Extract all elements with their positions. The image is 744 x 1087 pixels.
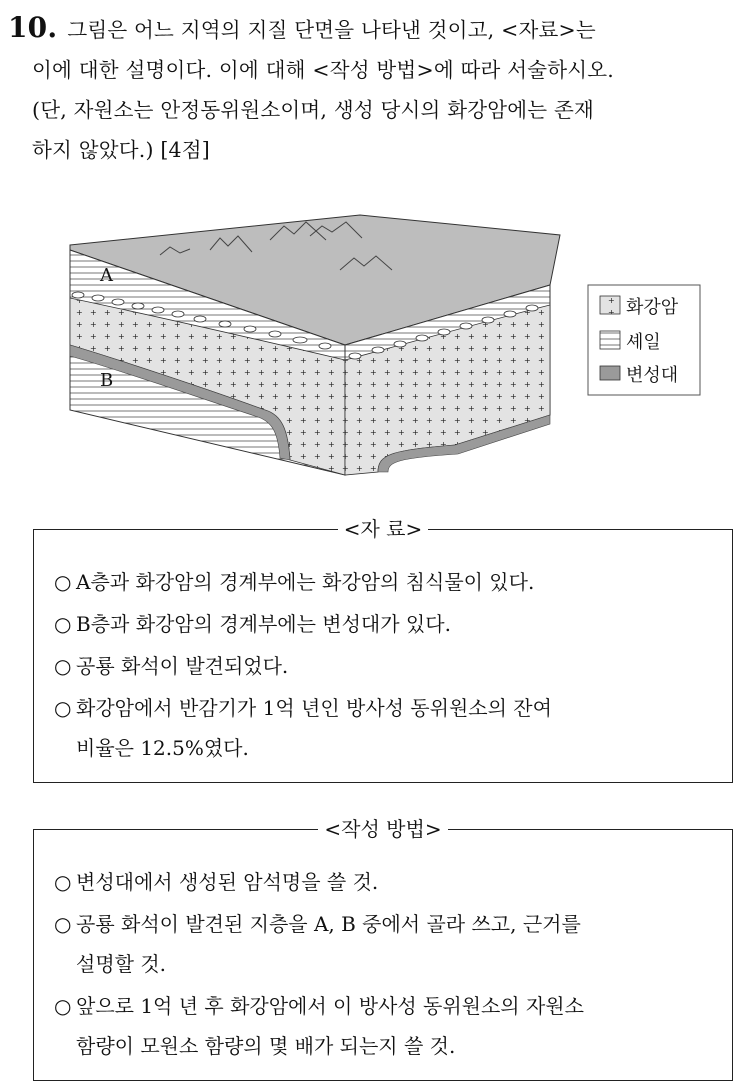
question-line-1: 그림은 어느 지역의 지질 단면을 나타낸 것이고, <자료>는 xyxy=(67,18,596,42)
data-item-3: ○ 공룡 화석이 발견되었다. xyxy=(54,654,289,678)
method-item-2-continued: 설명할 것. xyxy=(76,952,166,976)
question-number: 10. xyxy=(8,11,58,44)
legend-label-metamorphic: 변성대 xyxy=(626,365,679,386)
question-line-2: 이에 대한 설명이다. 이에 대해 <작성 방법>에 따라 서술하시오. xyxy=(32,58,614,82)
data-box xyxy=(33,517,733,783)
label-layer-a: A xyxy=(100,265,113,286)
data-item-4: ○ 화강암에서 반감기가 1억 년인 방사성 동위원소의 잔여 xyxy=(54,696,552,720)
legend-granite-swatch xyxy=(600,296,620,314)
method-box-items xyxy=(54,864,716,1064)
method-item-3-continued: 함량이 모원소 함량의 몇 배가 되는지 쓸 것. xyxy=(76,1034,456,1058)
method-box-title: <작성 방법> xyxy=(318,817,447,841)
geologic-cross-section-figure xyxy=(60,210,710,490)
method-item-1: ○ 변성대에서 생성된 암석명을 쓸 것. xyxy=(54,870,379,894)
data-item-1: ○ A층과 화강암의 경계부에는 화강암의 침식물이 있다. xyxy=(54,570,535,594)
question-text xyxy=(8,8,738,170)
question-line-4: 하지 않았다.) [4점] xyxy=(32,138,211,162)
legend-metamorphic-swatch xyxy=(600,366,620,380)
method-item-2: ○ 공룡 화석이 발견된 지층을 A, B 중에서 골라 쓰고, 근거를 xyxy=(54,912,581,936)
data-box-title: <자 료> xyxy=(338,517,429,541)
legend-shale-swatch xyxy=(600,331,620,349)
data-item-4-continued: 비율은 12.5%였다. xyxy=(76,736,249,760)
data-item-2: ○ B층과 화강암의 경계부에는 변성대가 있다. xyxy=(54,612,451,636)
method-item-3: ○ 앞으로 1억 년 후 화강암에서 이 방사성 동위원소의 자원소 xyxy=(54,994,584,1018)
data-box-items xyxy=(54,564,716,766)
method-box xyxy=(33,817,733,1081)
legend-label-shale: 셰일 xyxy=(626,332,661,353)
label-layer-b: B xyxy=(100,370,114,391)
legend-label-granite: 화강암 xyxy=(626,297,679,318)
question-line-3: (단, 자원소는 안정동위원소이며, 생성 당시의 화강암에는 존재 xyxy=(32,98,595,122)
